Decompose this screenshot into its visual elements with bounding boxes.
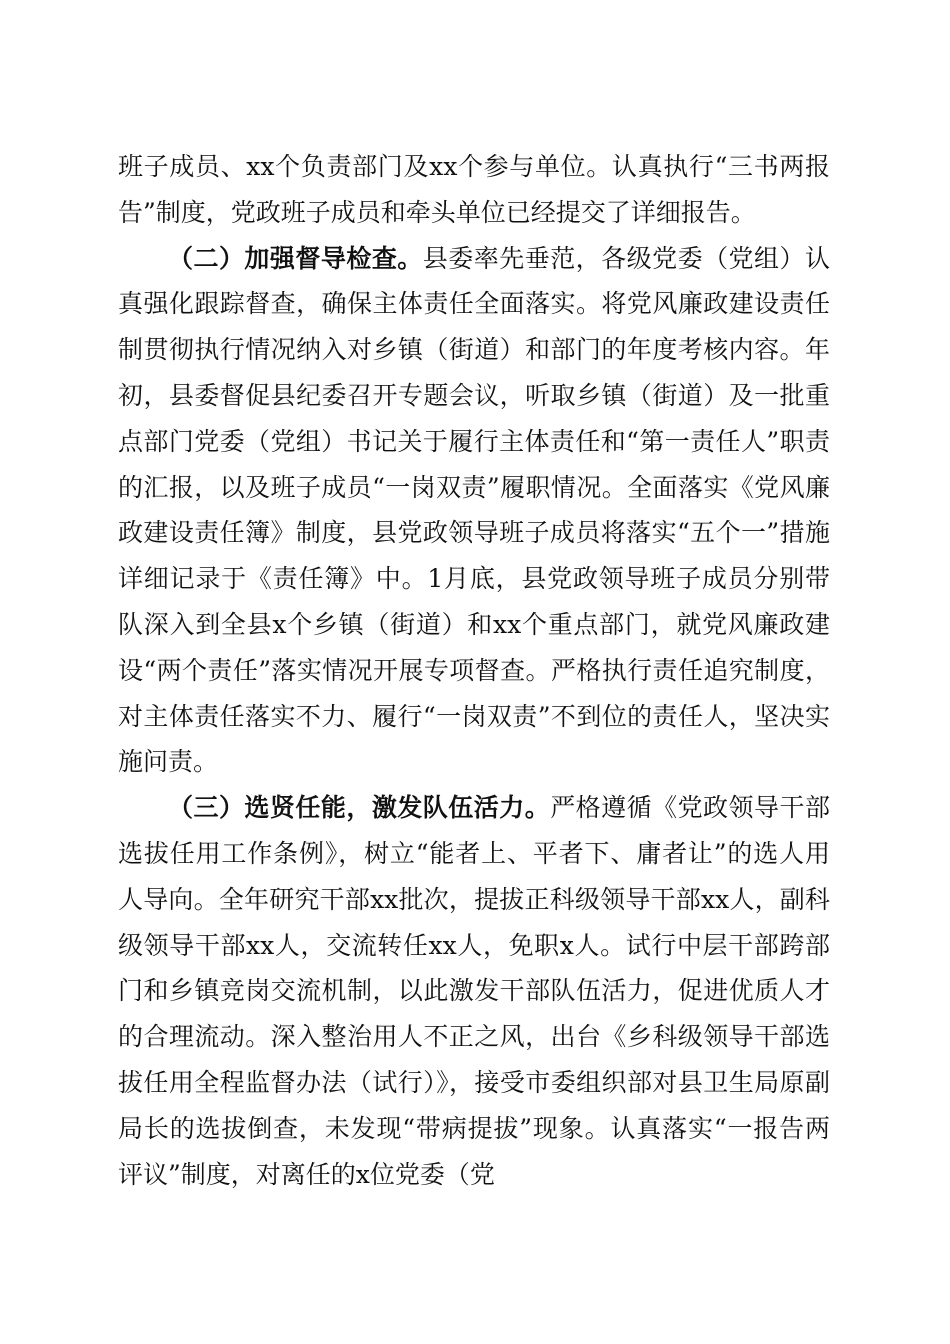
paragraph-3-heading: （三）选贤任能，激发队伍活力。 [168, 793, 551, 823]
paragraph-1-body: 班子成员、xx个负责部门及xx个参与单位。认真执行“三书两报告”制度，党政班子成员和牵头单位已经提交了详细报告。 [118, 152, 830, 227]
paragraph-talent-selection [118, 785, 830, 1197]
paragraph-2-heading: （二）加强督导检查。 [168, 243, 423, 273]
paragraph-continuation [118, 144, 830, 236]
document-body [118, 144, 830, 1197]
paragraph-3-body: 严格遵循《党政领导干部选拔任用工作条例》，树立“能者上、平者下、庸者让”的选人用人导向。全年研究干部xx批次，提拔正科级领导干部xx人，副科级领导干部xx人，交流转任xx人，免职x人。试行中层干部跨部门和乡镇竞岗交流机制，以此激发干部队伍活力，促进优质人才的合理流动。深入整治用人不正之风，出台《乡科级领导干部选拔任用全程监督办法（试行）》，接受市委组织部对县卫生局原副局长的选拔倒查，未发现“带病提拔”现象。认真落实“一报告两评议”制度，对离任的x位党委（党 [118, 793, 830, 1189]
paragraph-2-body: 县委率先垂范，各级党委（党组）认真强化跟踪督查，确保主体责任全面落实。将党风廉政建设责任制贯彻执行情况纳入对乡镇（街道）和部门的年度考核内容。年初，县委督促县纪委召开专题会议，听取乡镇（街道）及一批重点部门党委（党组）书记关于履行主体责任和“第一责任人”职责的汇报，以及班子成员“一岗双责”履职情况。全面落实《党风廉政建设责任簿》制度，县党政领导班子成员将落实“五个一”措施详细记录于《责任簿》中。1月底，县党政领导班子成员分别带队深入到全县x个乡镇（街道）和xx个重点部门，就党风廉政建设“两个责任”落实情况开展专项督查。严格执行责任追究制度，对主体责任落实不力、履行“一岗双责”不到位的责任人，坚决实施问责。 [118, 243, 830, 777]
paragraph-supervision [118, 236, 830, 786]
